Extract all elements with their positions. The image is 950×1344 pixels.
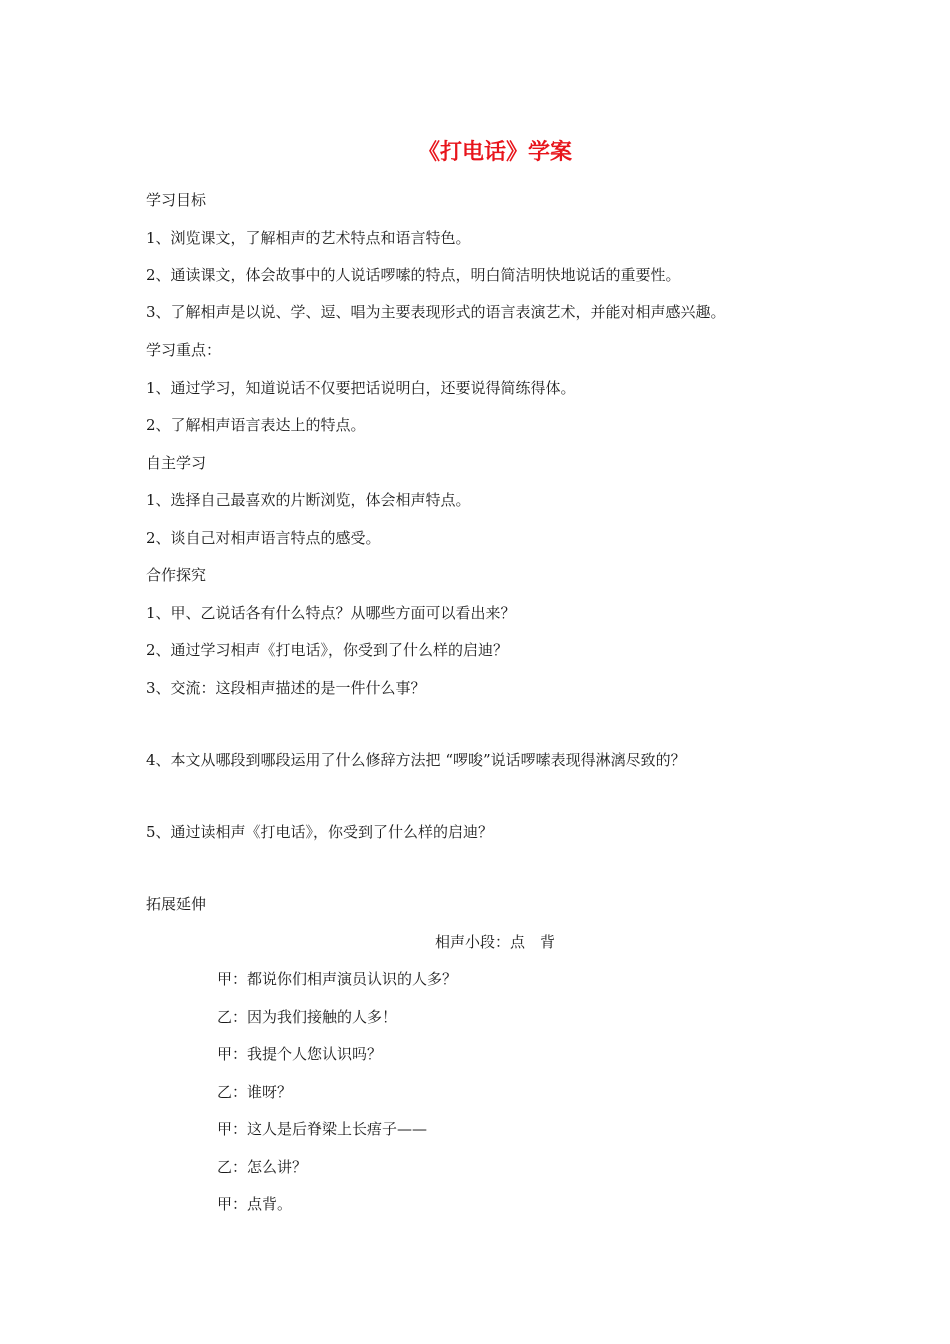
goal-item: 3、了解相声是以说、学、逗、唱为主要表现形式的语言表演艺术，并能对相声感兴趣。 (146, 303, 726, 321)
section-heading-self-study: 自主学习 (146, 454, 207, 472)
self-study-item: 1、选择自己最喜欢的片断浏览，体会相声特点。 (146, 491, 471, 509)
dialogue-line: 乙：谁呀？ (217, 1083, 293, 1101)
dialogue-line: 甲：点背。 (217, 1195, 293, 1213)
cooperation-item: 5、通过读相声《打电话》，你受到了什么样的启迪？ (146, 823, 494, 841)
dialogue-line: 甲：都说你们相声演员认识的人多？ (217, 970, 458, 988)
dialogue-line: 乙：因为我们接触的人多！ (217, 1008, 398, 1026)
section-heading-goals: 学习目标 (146, 191, 207, 209)
goal-item: 1、浏览课文，了解相声的艺术特点和语言特色。 (146, 229, 471, 247)
self-study-item: 2、谈自己对相声语言特点的感受。 (146, 529, 381, 547)
section-heading-extension: 拓展延伸 (146, 895, 207, 913)
section-heading-cooperation: 合作探究 (146, 566, 207, 584)
cooperation-item: 4、本文从哪段到哪段运用了什么修辞方法把 “啰唆”说话啰嗦表现得淋漓尽致的？ (146, 751, 686, 769)
cooperation-item: 1、甲、乙说话各有什么特点？从哪些方面可以看出来？ (146, 604, 516, 622)
goal-item: 2、通读课文，体会故事中的人说话啰嗦的特点，明白简洁明快地说话的重要性。 (146, 266, 681, 284)
crosstalk-piece-title: 相声小段：点 背 (434, 933, 555, 951)
focus-item: 1、通过学习，知道说话不仅要把话说明白，还要说得简练得体。 (146, 379, 576, 397)
focus-item: 2、了解相声语言表达上的特点。 (146, 416, 366, 434)
section-heading-focus: 学习重点： (146, 341, 222, 359)
document-title: 《打电话》学案 (417, 140, 572, 165)
dialogue-line: 甲：我提个人您认识吗？ (217, 1045, 383, 1063)
cooperation-item: 3、交流：这段相声描述的是一件什么事？ (146, 679, 426, 697)
dialogue-line: 甲：这人是后脊梁上长痦子—— (217, 1120, 428, 1138)
cooperation-item: 2、通过学习相声《打电话》，你受到了什么样的启迪？ (146, 641, 509, 659)
dialogue-line: 乙：怎么讲？ (217, 1158, 308, 1176)
